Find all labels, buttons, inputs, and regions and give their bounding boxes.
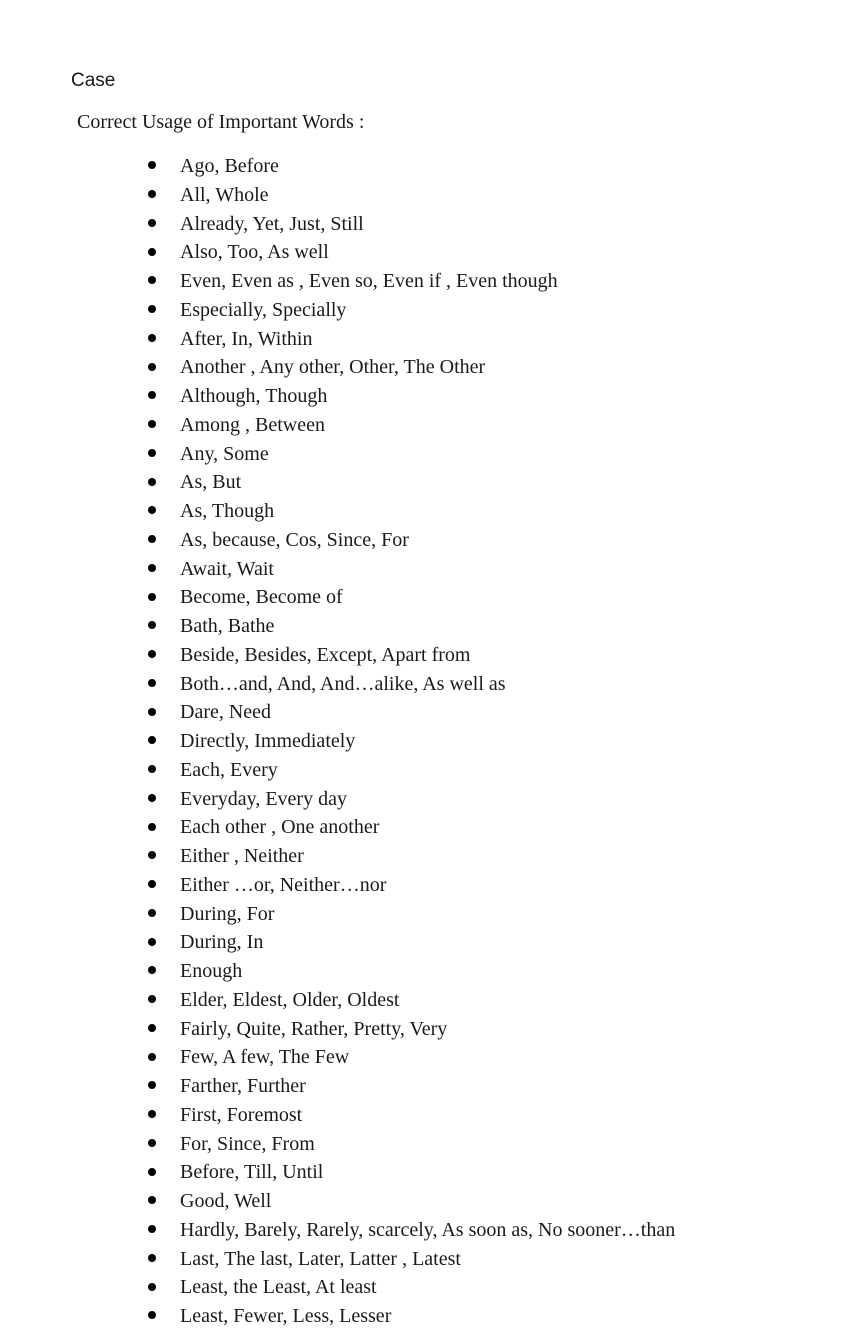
bullet-icon	[148, 995, 156, 1003]
list-item-text: Another , Any other, Other, The Other	[180, 356, 486, 379]
list-item-text: Become, Become of	[180, 586, 343, 609]
list-item-text: Everyday, Every day	[180, 787, 347, 810]
list-item-text: After, In, Within	[180, 327, 313, 350]
bullet-icon	[148, 1283, 156, 1291]
bullet-icon	[148, 938, 156, 946]
list-item-text: Ago, Before	[180, 155, 279, 177]
bullet-icon	[148, 1225, 156, 1233]
list-item-text: During, In	[180, 931, 264, 954]
list-item-text: Fairly, Quite, Rather, Pretty, Very	[180, 1017, 448, 1040]
bullet-icon	[148, 708, 156, 716]
list-item-text: Hardly, Barely, Rarely, scarcely, As soon as, No sooner…than	[180, 1218, 676, 1241]
list-item-text: Enough	[180, 960, 243, 982]
list-item-text: Either …or, Neither…nor	[180, 873, 387, 896]
list-item-text: Also, Too, As well	[180, 241, 329, 264]
bullet-icon	[148, 880, 156, 888]
bullet-icon	[148, 1110, 156, 1118]
list-item-text: Least, the Least, At least	[180, 1276, 377, 1299]
case-heading: Case	[71, 70, 116, 91]
bullet-icon	[148, 190, 156, 198]
bullet-icon	[148, 650, 156, 658]
bullet-icon	[148, 823, 156, 831]
bullet-icon	[148, 736, 156, 744]
list-item-text: For, Since, From	[180, 1132, 315, 1155]
list-item-text: Await, Wait	[180, 557, 274, 580]
bullet-icon	[148, 1081, 156, 1089]
bullet-icon	[148, 363, 156, 371]
bullet-icon	[148, 679, 156, 687]
list-item-text: Last, The last, Later, Latter , Latest	[180, 1247, 461, 1270]
bullet-icon	[148, 1168, 156, 1176]
bullet-icon	[148, 593, 156, 601]
bullet-icon	[148, 1196, 156, 1204]
list-item-text: All, Whole	[180, 183, 269, 206]
list-item-text: Each, Every	[180, 758, 278, 781]
bullet-icon	[148, 1139, 156, 1147]
bullet-icon	[148, 478, 156, 486]
bullet-icon	[148, 449, 156, 457]
list-item-text: Good, Well	[180, 1190, 272, 1212]
list-item-text: Few, A few, The Few	[180, 1046, 350, 1069]
list-item-text: Dare, Need	[180, 701, 272, 724]
bullet-icon	[148, 506, 156, 514]
bullet-icon	[148, 1254, 156, 1262]
bullet-icon	[148, 966, 156, 974]
bullet-icon	[148, 851, 156, 859]
list-item-text: During, For	[180, 902, 275, 925]
list-item-text: Elder, Eldest, Older, Oldest	[180, 988, 400, 1011]
bullet-icon	[148, 161, 156, 169]
list-item-text: Especially, Specially	[180, 298, 347, 321]
list-item-text: Either , Neither	[180, 845, 304, 867]
bullet-icon	[148, 909, 156, 917]
list-item-text: Beside, Besides, Except, Apart from	[180, 643, 471, 666]
bullet-icon	[148, 219, 156, 227]
bullet-icon	[148, 420, 156, 428]
list-item-text: Directly, Immediately	[180, 730, 356, 752]
list-item-text: Least, Fewer, Less, Lesser	[180, 1305, 392, 1327]
bullet-icon	[148, 334, 156, 342]
list-item-text: Both…and, And, And…alike, As well as	[180, 672, 506, 695]
bullet-icon	[148, 1311, 156, 1319]
bullet-icon	[148, 305, 156, 313]
list-item-text: As, But	[180, 471, 242, 494]
bullet-icon	[148, 1024, 156, 1032]
bullet-icon	[148, 391, 156, 399]
list-item-text: Among , Between	[180, 413, 325, 436]
list-item-text: Each other , One another	[180, 816, 380, 839]
list-item-text: Farther, Further	[180, 1075, 306, 1097]
list-item-text: As, Though	[180, 500, 275, 522]
list-item-text: Any, Some	[180, 442, 269, 465]
list-item-text: As, because, Cos, Since, For	[180, 528, 409, 551]
bullet-icon	[148, 248, 156, 256]
list-item-text: First, Foremost	[180, 1103, 303, 1126]
bullet-icon	[148, 765, 156, 773]
list-item-text: Even, Even as , Even so, Even if , Even though	[180, 270, 558, 292]
list-item-text: Although, Though	[180, 385, 328, 407]
bullet-icon	[148, 535, 156, 543]
bullet-icon	[148, 1053, 156, 1061]
bullet-icon	[148, 276, 156, 284]
list-item-text: Before, Till, Until	[180, 1161, 324, 1184]
usage-heading: Correct Usage of Important Words :	[77, 111, 365, 133]
bullet-icon	[148, 794, 156, 802]
bullet-icon	[148, 564, 156, 572]
list-item-text: Bath, Bathe	[180, 615, 275, 637]
list-item-text: Already, Yet, Just, Still	[180, 212, 364, 235]
bullet-icon	[148, 621, 156, 629]
